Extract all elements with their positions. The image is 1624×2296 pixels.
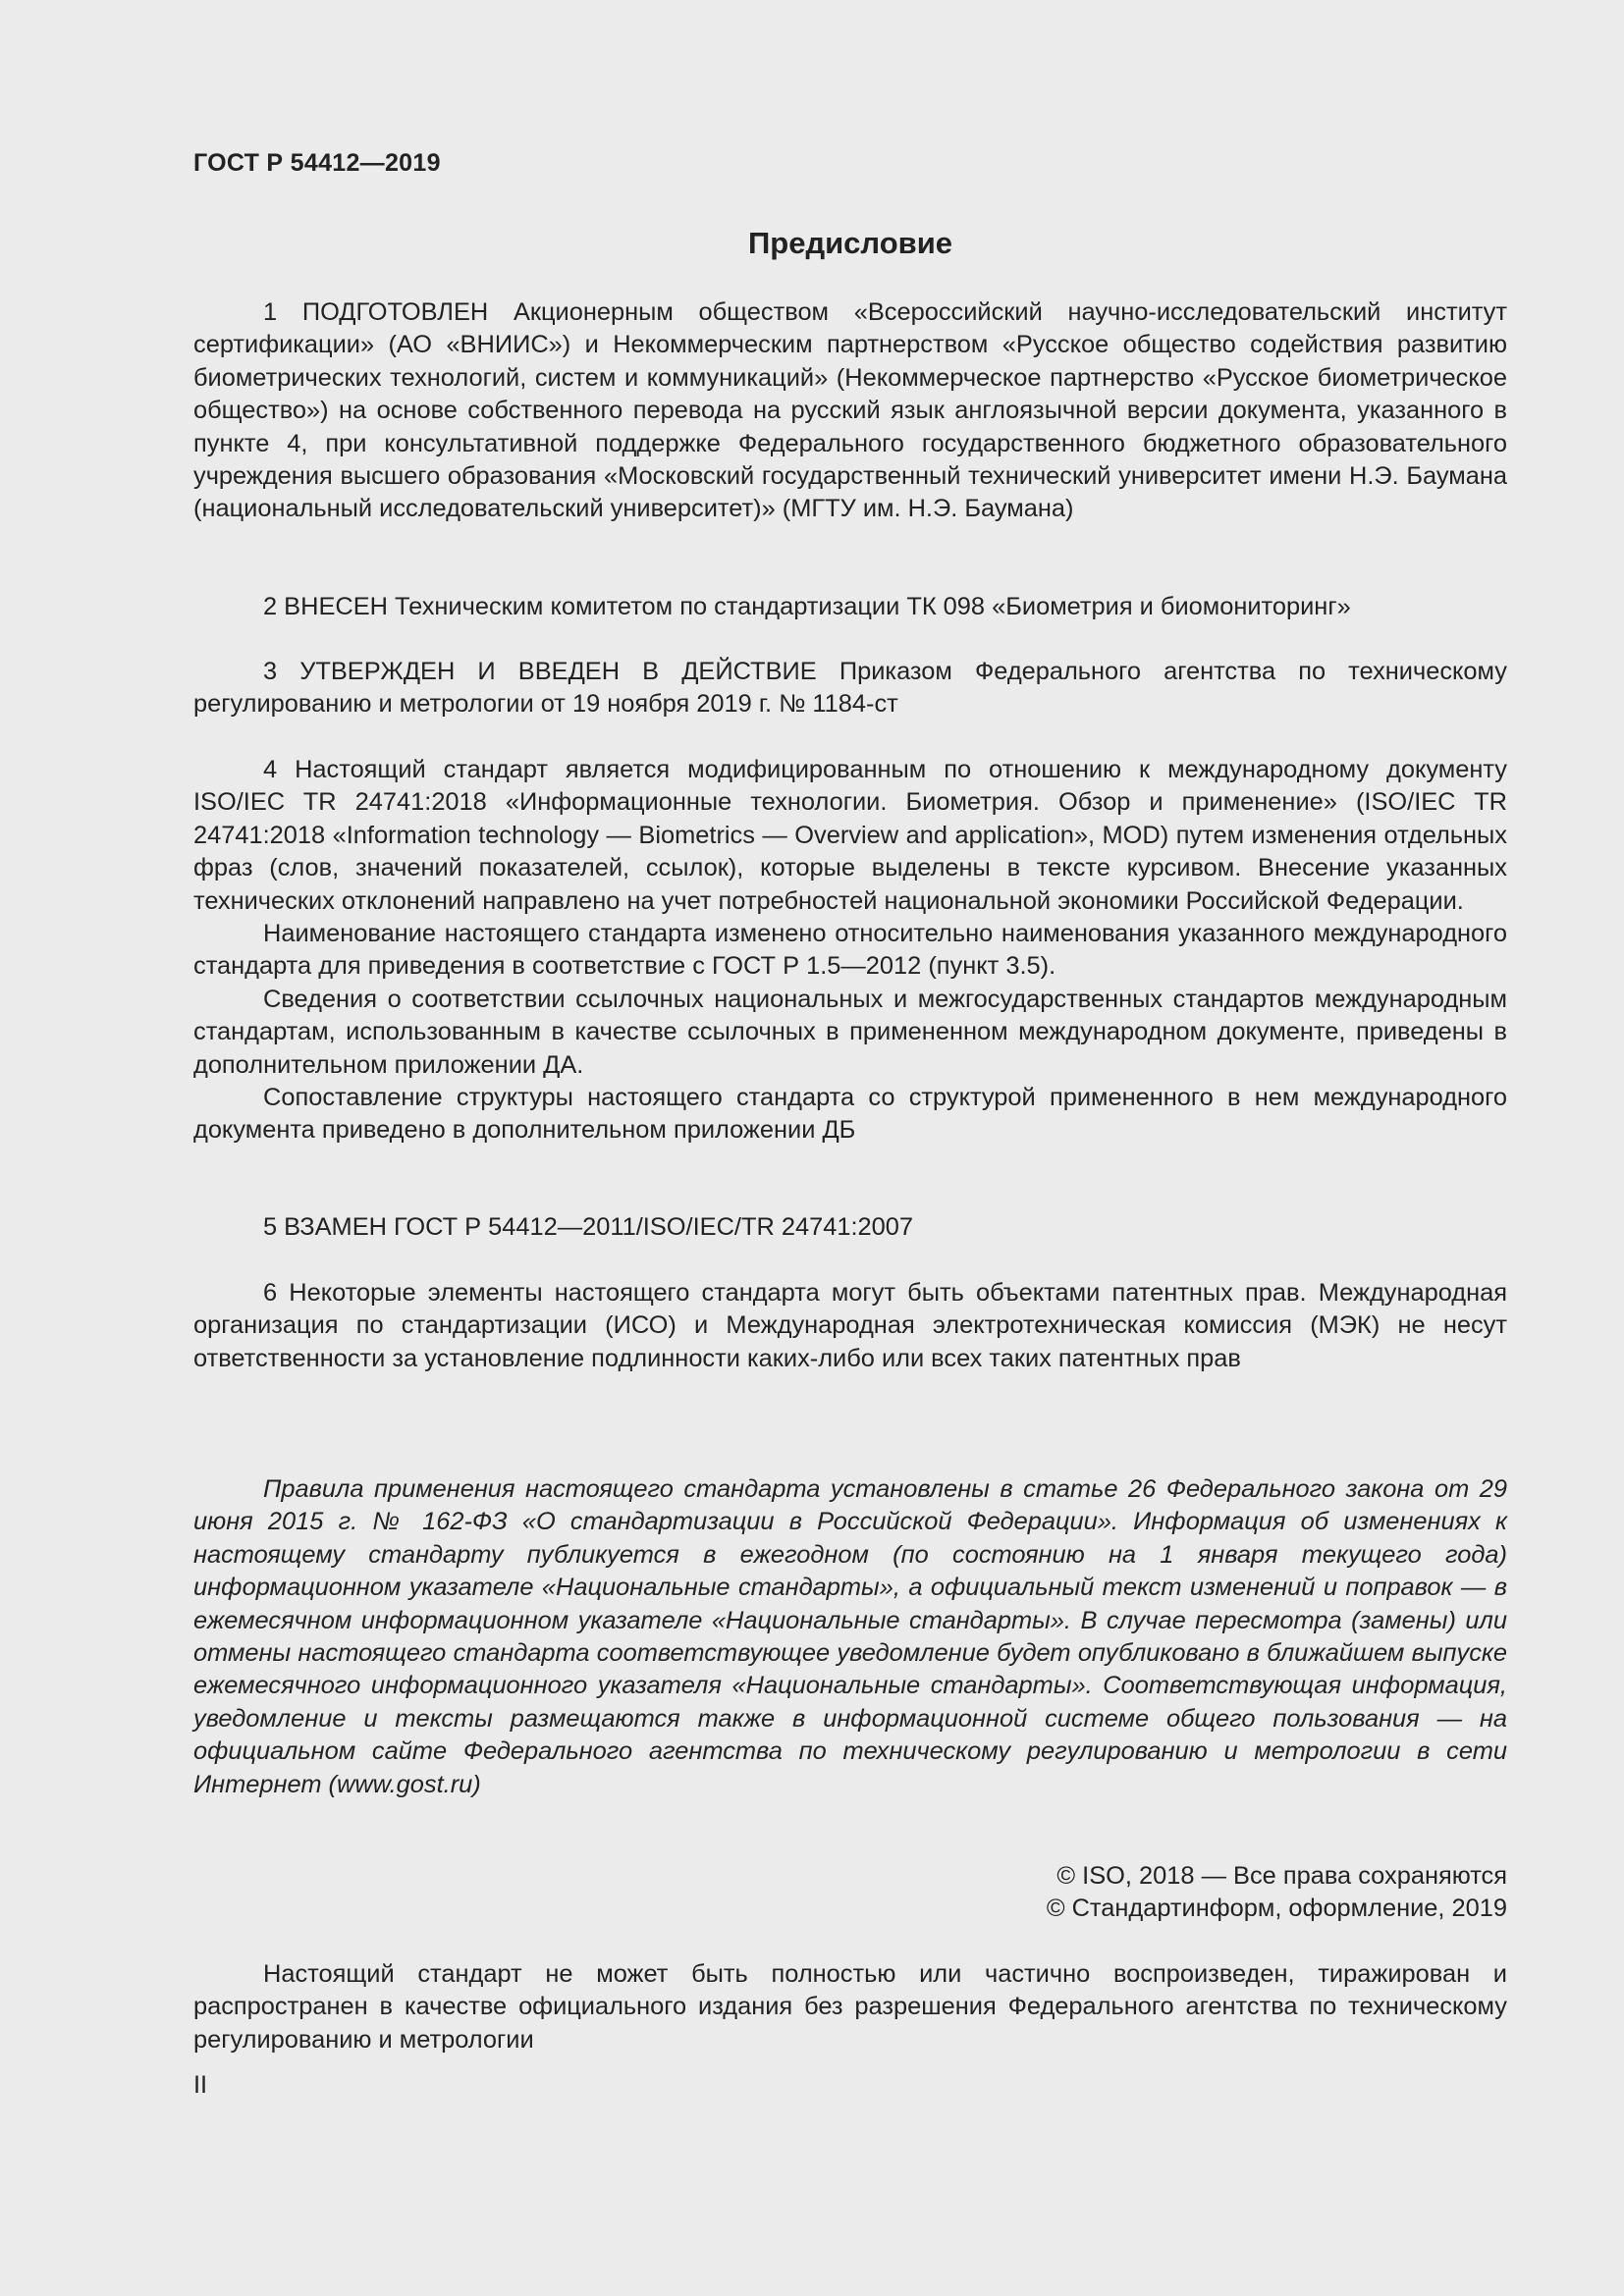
section-3-text: 3 УТВЕРЖДЕН И ВВЕДЕН В ДЕЙСТВИЕ Приказом Федерального агентства по техническому регулированию и метрологии от 19 ноября 2019 г. № 1184-ст: [193, 658, 1507, 719]
section-3: [193, 656, 1507, 721]
section-1: [193, 296, 1507, 526]
section-4-paragraph-3: Сведения о соответствии ссылочных национальных и межгосударственных стандартов международным стандартам, использованным в качестве ссылочных в примененном международном документе, приведены в дополнительном приложении ДА.: [193, 985, 1507, 1079]
page-number: II: [193, 2071, 208, 2099]
section-4: [193, 754, 1507, 1148]
reproduction-notice-text: Настоящий стандарт не может быть полностью или частично воспроизведен, тиражирован и распространен в качестве официального издания без разрешения Федерального агентства по техническому регулированию и метрологии: [193, 1960, 1507, 2054]
section-4-paragraph-1: 4 Настоящий стандарт является модифицированным по отношению к международному документу ISO/IEC TR 24741:2018 «Информационные технологии. Биометрия. Обзор и применение» (ISO/IEC TR 24741:2018 «Information technology — Biometrics — Overview and application», MOD) путем изменения отдельных фраз (слов, значений показателей, ссылок), которые выделены в тексте курсивом. Внесение указанных технических отклонений направлено на учет потребностей национальной экономики Российской Федерации.: [193, 756, 1507, 915]
section-2: [193, 591, 1507, 623]
document-code: ГОСТ Р 54412—2019: [193, 149, 441, 177]
page-title: Предисловие: [747, 226, 952, 260]
section-1-text: 1 ПОДГОТОВЛЕН Акционерным обществом «Всероссийский научно-исследовательский институт сертификации» (АО «ВНИИС») и Некоммерческим партнерством «Русское общество содействия развитию биометрических технологий, систем и коммуникаций» (Некоммерческое партнерство «Русское биометрическое общество») на основе собственного перевода на русский язык англоязычной версии документа, указанного в пункте 4, при консультативной поддержке Федерального государственного бюджетного образовательного учреждения высшего образования «Московский государственный технический университет имени Н.Э. Баумана (национальный исследовательский университет)» (МГТУ им. Н.Э. Баумана): [193, 298, 1507, 523]
copyright-block: [193, 1860, 1507, 1926]
section-6: [193, 1277, 1507, 1375]
application-rules: [193, 1473, 1507, 1801]
section-5: [193, 1211, 1507, 1244]
reproduction-notice: [193, 1958, 1507, 2056]
copyright-iso: © ISO, 2018 — Все права сохраняются: [1056, 1862, 1507, 1890]
section-4-paragraph-4: Сопоставление структуры настоящего стандарта со структурой примененного в нем международного документа приведено в дополнительном приложении ДБ: [193, 1084, 1507, 1145]
section-2-text: 2 ВНЕСЕН Техническим комитетом по стандартизации ТК 098 «Биометрия и биомониторинг»: [263, 593, 1351, 620]
copyright-standartinform: © Стандартинформ, оформление, 2019: [1046, 1895, 1507, 1923]
application-rules-text: Правила применения настоящего стандарта установлены в статье 26 Федерального закона от 29 июня 2015 г. № 162-ФЗ «О стандартизации в Российской Федерации». Информация об изменениях к настоящему стандарту публикуется в ежегодном (по состоянию на 1 января текущего года) информационном указателе «Национальные стандарты», а официальный текст изменений и поправок — в ежемесячном информационном указателе «Национальные стандарты». В случае пересмотра (замены) или отмены настоящего стандарта соответствующее уведомление будет опубликовано в ближайшем выпуске ежемесячного информационного указателя «Национальные стандарты». Соответствующая информация, уведомление и тексты размещаются также в информационной системе общего пользования — на официальном сайте Федерального агентства по техническому регулированию и метрологии в сети Интернет (www.gost.ru): [193, 1475, 1507, 1798]
section-5-text: 5 ВЗАМЕН ГОСТ Р 54412—2011/ISO/IEC/TR 24741:2007: [263, 1213, 914, 1241]
section-4-paragraph-2: Наименование настоящего стандарта изменено относительно наименования указанного международного стандарта для приведения в соответствие с ГОСТ Р 1.5—2012 (пункт 3.5).: [193, 920, 1507, 981]
section-6-text: 6 Некоторые элементы настоящего стандарта могут быть объектами патентных прав. Международная организация по стандартизации (ИСО) и Международная электротехническая комиссия (МЭК) не несут ответственности за установление подлинности каких-либо или всех таких патентных прав: [193, 1279, 1507, 1372]
